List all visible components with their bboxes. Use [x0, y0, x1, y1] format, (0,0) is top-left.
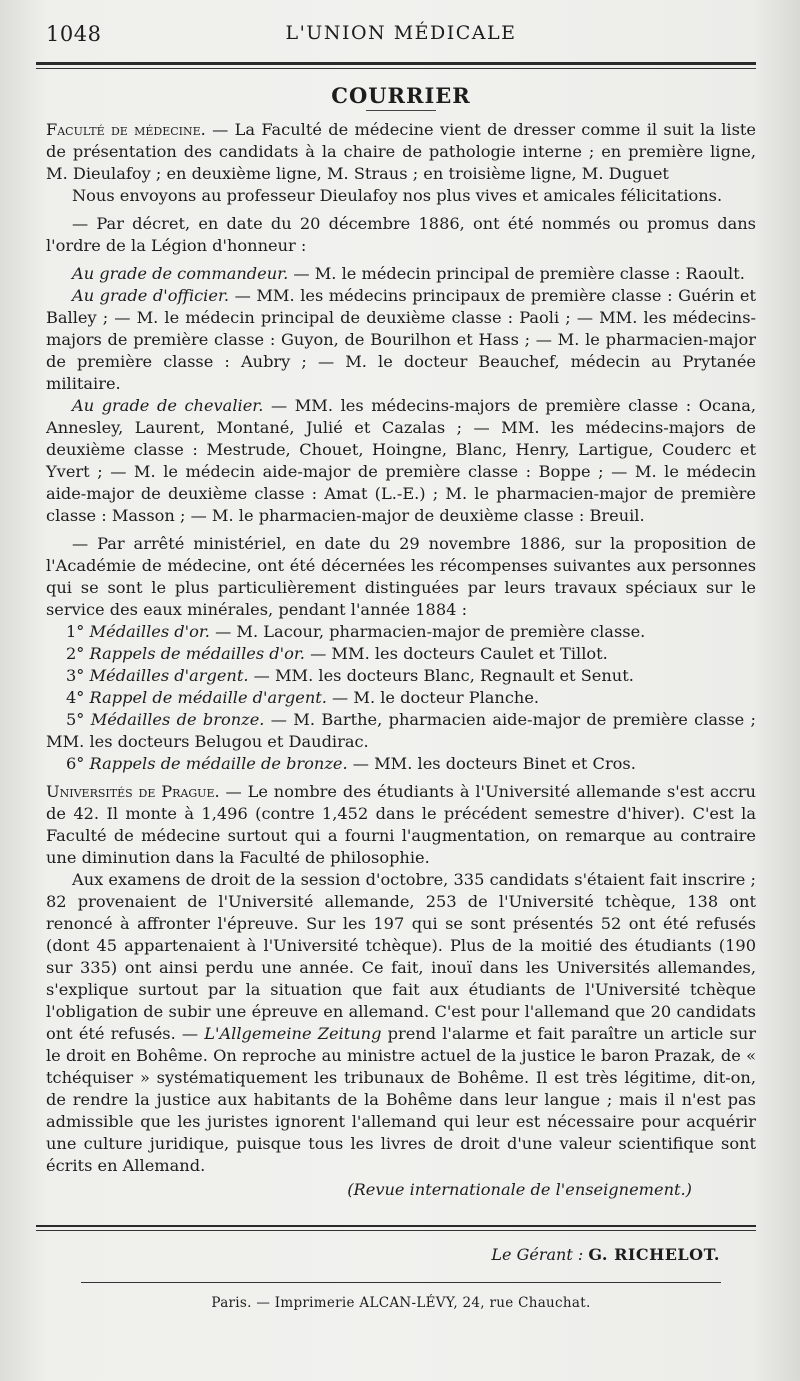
journal-title: L'UNION MÉDICALE [285, 22, 517, 44]
chevalier-text: — MM. les médecins-majors de première classe : Ocana, Annesley, Laurent, Montané, Julié et Cazalas ; — MM. les médecins-majors de deuxième classe : Mestrude, Chouet, Hoingne, Blanc, Henry, Lartigue, Couderc et Yvert ; — M. le médecin aide-major de première classe : Boppe ; — M. le médecin aide-major de deuxième classe : Amat (L.-E.) ; M. le pharmacien-major de première classe : Masson ; — M. le pharmacien-major de deuxième classe : Breuil. [46, 396, 756, 525]
running-head [46, 0, 756, 46]
officier-text: — MM. les médecins principaux de première classe : Guérin et Balley ; — M. le médecin principal de deuxième classe : Paoli ; — MM. les médecins-majors de première classe : Guyon, de Bourilhon et Hass ; — M. le pharmacien-major de première classe : Aubry ; — M. le docteur Beauchef, médecin au Prytanée militaire. [46, 286, 756, 393]
printer-imprint: Paris. — Imprimerie ALCAN-LÉVY, 24, rue Chauchat. [211, 1295, 591, 1311]
award-item: 6° Rappels de médaille de bronze. — MM. les docteurs Binet et Cros. [66, 754, 636, 773]
legion-officier [46, 285, 756, 395]
legion-chevalier [46, 395, 756, 527]
commandeur-text: — M. le médecin principal de première classe : Raoult. [288, 264, 745, 283]
page-number: 1048 [46, 22, 102, 46]
commandeur-label: Au grade de commandeur. [72, 264, 289, 283]
faculte-followup: Nous envoyons au professeur Dieulafoy nos plus vives et amicales félicitations. [72, 186, 723, 205]
article-body [46, 119, 756, 1201]
award-item: 4° Rappel de médaille d'argent. — M. le docteur Planche. [66, 688, 540, 707]
gerant-signature [46, 1245, 756, 1264]
award-item: 3° Médailles d'argent. — MM. les docteurs Blanc, Regnault et Senut. [66, 666, 634, 685]
award-item: 5° Médailles de bronze. — M. Barthe, pharmacien aide-major de première classe ; MM. les docteurs Belugou et Daudirac. [46, 710, 756, 751]
chevalier-label: Au grade de chevalier. [72, 396, 264, 415]
source-citation: (Revue internationale de l'enseignement.) [347, 1180, 692, 1199]
award-item: 2° Rappels de médailles d'or. — MM. les docteurs Caulet et Tillot. [66, 644, 608, 663]
legion-intro: — Par décret, en date du 20 décembre 1886, ont été nommés ou promus dans l'ordre de la Légion d'honneur : [46, 214, 756, 255]
award-item: 1° Médailles d'or. — M. Lacour, pharmacien-major de première classe. [66, 622, 646, 641]
footer-rule-thick [36, 1225, 756, 1227]
header-rule-thick [36, 62, 756, 65]
gerant-name: G. RICHELOT. [588, 1245, 720, 1264]
section-title: COURRIER [331, 83, 471, 108]
prague-text: — Le nombre des étudiants à l'Université allemande s'est accru de 42. Il monte à 1,496 (contre 1,452 dans le précédent semestre d'hiver). C'est la Faculté de médecine surtout qui a fourni l'augmentation, on remarque au contraire une diminution dans la Faculté de philosophie. [46, 782, 756, 867]
gerant-label: Le Gérant : [491, 1245, 589, 1264]
allgemeine-zeitung: L'Allgemeine Zeitung [204, 1024, 382, 1043]
legion-commandeur [46, 263, 756, 285]
faculte-lead: Faculté de médecine. [46, 120, 206, 139]
prague-paragraph-2: Aux examens de droit de la session d'octobre, 335 candidats s'étaient fait inscrire ; 82 provenaient de l'Université allemande, 253 de l'Université tchèque, 138 ont renoncé à affronter l'épreuve. Sur les 197 qui se sont présentés 52 ont été refusés (dont 45 appartenaient à l'Université tchèque). Plus de la moitié des étudiants (190 sur 335) ont ainsi perdu une année. Ce fait, inouï dans les Universités allemandes, s'explique surtout par la situation que fait aux étudiants de l'Université tchèque l'obligation de subir une épreuve en allemand. C'est pour l'allemand que 20 candidats ont été refusés. — L'Allgemeine Zeitung prend l'alarme et fait paraître un article sur le droit en Bohême. On reproche au ministre actuel de la justice le baron Prazak, de « tchéquiser » systématiquement les tribunaux de Bohême. Il est très légitime, dit-on, de rendre la justice aux habitants de la Bohême dans leur langue ; mais il n'est pas admissible que les juristes ignorent l'allemand qui leur est nécessaire pour acquérir une culture juridique, puisque tous les livres de droit d'une valeur scientifique sont écrits en Allemand. [46, 870, 756, 1175]
officier-label: Au grade d'officier. [72, 286, 230, 305]
footer-rule-thin [36, 1230, 756, 1231]
academie-intro: — Par arrêté ministériel, en date du 29 novembre 1886, sur la proposition de l'Académie de médecine, ont été décernées les récompenses suivantes aux personnes qui se sont le plus particulièrement distinguées par leurs travaux spéciaux sur le service des eaux minérales, pendant l'année 1884 : [46, 534, 756, 619]
prague-paragraph [46, 781, 756, 869]
header-rule-thin [36, 68, 756, 69]
title-rule [366, 110, 436, 111]
faculte-text: — La Faculté de médecine vient de dresser comme il suit la liste de présentation des candidats à la chaire de pathologie interne ; en première ligne, M. Dieulafoy ; en deuxième ligne, M. Straus ; en troisième ligne, M. Duguet [46, 120, 757, 183]
imprint-rule [81, 1282, 721, 1283]
faculte-paragraph [46, 119, 756, 185]
prague-lead: Universités de Prague. [46, 782, 220, 801]
